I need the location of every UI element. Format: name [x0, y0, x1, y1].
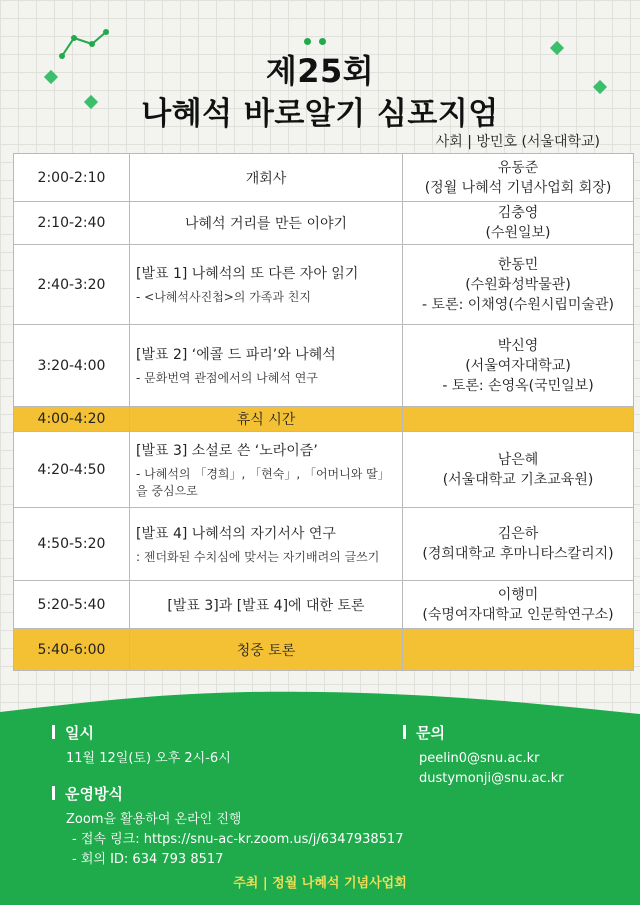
- discussant: - 토론: 손영옥(국민일보): [442, 377, 594, 394]
- program-cell: 개회사: [130, 154, 403, 202]
- table-row: [14, 325, 634, 407]
- speaker-affiliation: (서울대학교 기초교육원): [442, 471, 594, 488]
- speaker-cell: [403, 325, 634, 407]
- table-row: [14, 508, 634, 581]
- speaker-cell: [403, 154, 634, 202]
- time-cell: 5:20-5:40: [14, 581, 130, 629]
- talk-title: [발표 4] 나혜석의 자기서사 연구: [136, 525, 336, 542]
- speaker-name: 김충영: [497, 205, 539, 221]
- speaker-cell: [403, 629, 634, 671]
- date-value: 11월 12일(토) 오후 2시-6시: [66, 751, 231, 766]
- speaker-name: 남은혜: [497, 451, 539, 468]
- time-cell: 4:20-4:50: [14, 432, 130, 508]
- speaker-name: 박신영: [497, 337, 539, 354]
- program-cell: 휴식 시간: [130, 407, 403, 432]
- program-cell: [130, 508, 403, 581]
- speaker-name: 유동준: [497, 159, 539, 176]
- program-cell: 청중 토론: [130, 629, 403, 671]
- organizer-label: 주최 | 정월 나혜석 기념사업회: [233, 876, 407, 891]
- program-cell: [발표 3]과 [발표 4]에 대한 토론: [130, 581, 403, 629]
- date-heading: 일시: [52, 722, 94, 743]
- program-cell: 나혜석 거리를 만든 이야기: [130, 202, 403, 245]
- table-row: [14, 629, 634, 671]
- method-heading: 운영방식: [52, 783, 123, 804]
- page-title: 나혜석 바로알기 심포지엄: [141, 96, 499, 132]
- dot-decoration: [319, 38, 326, 45]
- speaker-cell: [403, 407, 634, 432]
- talk-title: [발표 3] 소설로 쓴 ‘노라이즘’: [136, 442, 318, 459]
- time-cell: 4:50-5:20: [14, 508, 130, 581]
- dot-decoration: [304, 38, 311, 45]
- speaker-name: 한동민: [497, 256, 539, 273]
- talk-subtitle: - <나혜석사진첩>의 가족과 친지: [136, 290, 311, 304]
- speaker-cell: [403, 581, 634, 629]
- schedule-table: [13, 153, 634, 671]
- speaker-affiliation: (경희대학교 후마니타스칼리지): [422, 546, 614, 562]
- program-cell: [130, 325, 403, 407]
- time-cell: 2:00-2:10: [14, 154, 130, 202]
- talk-title: [발표 2] ‘에콜 드 파리’와 나혜석: [136, 347, 336, 363]
- talk-subtitle: : 젠더화된 수치심에 맞서는 자기배려의 글쓰기: [136, 549, 380, 564]
- talk-subtitle: - 문화번역 관점에서의 나혜석 연구: [136, 371, 318, 385]
- time-cell: 5:40-6:00: [14, 629, 130, 671]
- table-row: [14, 245, 634, 325]
- table-row: [14, 407, 634, 432]
- moderator-label: 사회 | 방민호 (서울대학교): [435, 134, 600, 150]
- speaker-affiliation: (수원일보): [485, 225, 551, 241]
- contact-email[interactable]: dustymonji@snu.ac.kr: [419, 771, 564, 786]
- program-cell: [130, 432, 403, 508]
- table-row: [14, 432, 634, 508]
- talk-title: [발표 1] 나혜석의 또 다른 자아 읽기: [136, 266, 359, 282]
- time-cell: 2:10-2:40: [14, 202, 130, 245]
- contact-email[interactable]: peelin0@snu.ac.kr: [419, 751, 540, 766]
- speaker-affiliation: (정월 나혜석 기념사업회 회장): [424, 179, 612, 196]
- speaker-affiliation: (수원화성박물관): [465, 276, 571, 293]
- time-cell: 4:00-4:20: [14, 407, 130, 432]
- speaker-name: 이행미: [497, 586, 539, 603]
- talk-subtitle: - 나혜석의 「경희」, 「현숙」, 「어머니와 딸」을 중심으로: [136, 466, 390, 498]
- speaker-name: 김은하: [497, 526, 539, 542]
- speaker-cell: [403, 432, 634, 508]
- time-cell: 2:40-3:20: [14, 245, 130, 325]
- contact-heading: 문의: [403, 722, 445, 743]
- table-row: [14, 202, 634, 245]
- event-number: 제25회: [265, 52, 375, 90]
- speaker-affiliation: (서울여자대학교): [465, 357, 571, 374]
- speaker-cell: [403, 508, 634, 581]
- table-row: [14, 154, 634, 202]
- program-cell: [130, 245, 403, 325]
- zoom-link[interactable]: - 접속 링크: https://snu-ac-kr.zoom.us/j/6347938517: [72, 832, 404, 847]
- speaker-affiliation: (숙명여자대학교 인문학연구소): [422, 606, 614, 623]
- meeting-id: - 회의 ID: 634 793 8517: [72, 852, 224, 867]
- discussant: - 토론: 이채영(수원시립미술관): [422, 296, 614, 313]
- speaker-cell: [403, 245, 634, 325]
- time-cell: 3:20-4:00: [14, 325, 130, 407]
- method-description: Zoom을 활용하여 온라인 진행: [66, 812, 242, 827]
- speaker-cell: [403, 202, 634, 245]
- table-row: [14, 581, 634, 629]
